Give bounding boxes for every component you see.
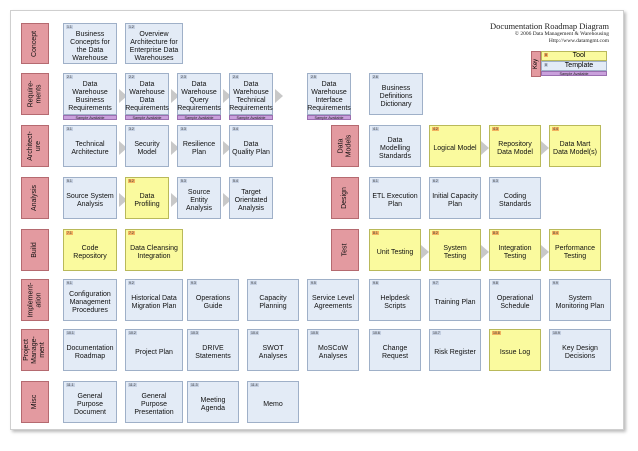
doc-service-level-agreements[interactable]: 9.5 Service Level Agreements	[307, 279, 359, 321]
doc-data-profiling[interactable]: 5.2 Data Profiling	[125, 177, 169, 219]
doc-data-quality-plan[interactable]: 3.4 Data Quality Plan	[229, 125, 273, 167]
doc-query-requirements[interactable]: 2.3 Data Warehouse Query Requirements	[177, 73, 221, 115]
copyright-text: © 2006 Data Management & Warehousing	[514, 31, 609, 37]
key-tool	[541, 51, 607, 61]
doc-capacity-planning[interactable]: 9.4 Capacity Planning	[247, 279, 299, 321]
flow-arrow	[541, 245, 549, 259]
doc-swot-analyses[interactable]: 10.4 SWOT Analyses	[247, 329, 299, 371]
doc-operations-guide[interactable]: 9.3 Operations Guide	[187, 279, 239, 321]
doc-general-purpose-presentation[interactable]: 11.2 General Purpose Presentation	[125, 381, 183, 423]
doc-code-repository[interactable]: 7.1 Code Repository	[63, 229, 117, 271]
key-template-code: 0	[545, 63, 547, 67]
doc-risk-register[interactable]: 10.7 Risk Register	[429, 329, 481, 371]
doc-project-plan[interactable]: 10.2 Project Plan	[125, 329, 183, 371]
doc-etl-execution-plan[interactable]: 6.1 ETL Execution Plan	[369, 177, 421, 219]
doc-performance-testing[interactable]: 8.4 Performance Testing	[549, 229, 601, 271]
doc-initial-capacity-plan[interactable]: 6.2 Initial Capacity Plan	[429, 177, 481, 219]
diagram-title: Documentation Roadmap Diagram	[490, 21, 609, 31]
category-concept: Concept	[21, 23, 49, 64]
flow-arrow	[481, 141, 489, 155]
category-architecture: Architect- ure	[21, 125, 49, 167]
category-design: Design	[331, 177, 359, 219]
sample-available-tag: Sample Available	[125, 115, 169, 120]
key-label: Key	[531, 51, 541, 77]
key-sample: Sample Available	[541, 71, 607, 76]
category-implementation: Implement- ation	[21, 279, 49, 321]
key-template	[541, 61, 607, 71]
doc-memo[interactable]: 11.4 Memo	[247, 381, 299, 423]
sample-available-tag: Sample Available	[63, 115, 117, 120]
doc-overview-architecture[interactable]: 1.2 Overview Architecture for Enterprise Data Warehouses	[125, 23, 183, 64]
doc-security-model[interactable]: 3.2 Security Model	[125, 125, 169, 167]
category-analysis: Analysis	[21, 177, 49, 219]
doc-drive-statements[interactable]: 10.3 DRIVE Statements	[187, 329, 239, 371]
doc-configuration-management[interactable]: 9.1 Configuration Management Procedures	[63, 279, 117, 321]
doc-technical-requirements[interactable]: 2.4 Data Warehouse Technical Requirements	[229, 73, 273, 115]
doc-business-requirements[interactable]: 2.1 Data Warehouse Business Requirements	[63, 73, 117, 115]
doc-unit-testing[interactable]: 8.1 Unit Testing	[369, 229, 421, 271]
doc-training-plan[interactable]: 9.7 Training Plan	[429, 279, 481, 321]
doc-historical-data-migration[interactable]: 9.2 Historical Data Migration Plan	[125, 279, 183, 321]
doc-repository-data-model[interactable]: 4.3 Repository Data Model	[489, 125, 541, 167]
doc-logical-model[interactable]: 4.2 Logical Model	[429, 125, 481, 167]
doc-operational-schedule[interactable]: 9.8 Operational Schedule	[489, 279, 541, 321]
doc-general-purpose-document[interactable]: 11.1 General Purpose Document	[63, 381, 117, 423]
doc-issue-log[interactable]: 10.8 Issue Log	[489, 329, 541, 371]
flow-arrow	[421, 245, 429, 259]
doc-change-request[interactable]: 10.6 Change Request	[369, 329, 421, 371]
sample-available-tag: Sample Available	[229, 115, 273, 120]
doc-source-entity-analysis[interactable]: 5.3 Source Entity Analysis	[177, 177, 221, 219]
doc-source-system-analysis[interactable]: 5.1 Source System Analysis	[63, 177, 117, 219]
category-data-models: Data Models	[331, 125, 359, 167]
flow-arrow	[541, 141, 549, 155]
sample-available-tag: Sample Available	[307, 115, 351, 120]
doc-data-requirements[interactable]: 2.2 Data Warehouse Data Requirements	[125, 73, 169, 115]
category-misc: Misc	[21, 381, 49, 423]
category-requirements: Require- ments	[21, 73, 49, 115]
doc-moscow-analyses[interactable]: 10.5 MoSCoW Analyses	[307, 329, 359, 371]
website-url: Http://www.datamgmt.com	[548, 38, 609, 44]
key-template-label: Template	[564, 62, 594, 69]
doc-resilience-plan[interactable]: 3.3 Resilience Plan	[177, 125, 221, 167]
key-tool-code: 0	[545, 53, 547, 57]
doc-documentation-roadmap[interactable]: 10.1 Documentation Roadmap	[63, 329, 117, 371]
doc-integration-testing[interactable]: 8.3 Integration Testing	[489, 229, 541, 271]
category-project-management: Project Manage- ment	[21, 329, 49, 371]
doc-data-modelling-standards[interactable]: 4.1 Data Modelling Standards	[369, 125, 421, 167]
doc-target-orientated-analysis[interactable]: 5.4 Target Orientated Analysis	[229, 177, 273, 219]
roadmap-page	[10, 10, 624, 430]
doc-helpdesk-scripts[interactable]: 9.6 Helpdesk Scripts	[369, 279, 421, 321]
doc-business-concepts[interactable]: 1.1 Business Concepts for the Data Warehouse	[63, 23, 117, 64]
category-test: Test	[331, 229, 359, 271]
doc-system-monitoring-plan[interactable]: 9.9 System Monitoring Plan	[549, 279, 611, 321]
doc-data-cleansing-integration[interactable]: 7.2 Data Cleansing Integration	[125, 229, 183, 271]
flow-arrow	[481, 245, 489, 259]
doc-system-testing[interactable]: 8.2 System Testing	[429, 229, 481, 271]
sample-available-tag: Sample Available	[177, 115, 221, 120]
doc-coding-standards[interactable]: 6.3 Coding Standards	[489, 177, 541, 219]
category-build: Build	[21, 229, 49, 271]
key-legend	[531, 51, 607, 77]
doc-data-mart-data-model[interactable]: 4.4 Data Mart Data Model(s)	[549, 125, 601, 167]
doc-key-design-decisions[interactable]: 10.9 Key Design Decisions	[549, 329, 611, 371]
doc-meeting-agenda[interactable]: 11.3 Meeting Agenda	[187, 381, 239, 423]
key-tool-label: Tool	[572, 52, 586, 59]
doc-technical-architecture[interactable]: 3.1 Technical Architecture	[63, 125, 117, 167]
doc-interface-requirements[interactable]: 2.5 Data Warehouse Interface Requirements	[307, 73, 351, 115]
flow-arrow	[275, 89, 283, 103]
doc-business-definitions[interactable]: 2.6 Business Definitions Dictionary	[369, 73, 423, 115]
